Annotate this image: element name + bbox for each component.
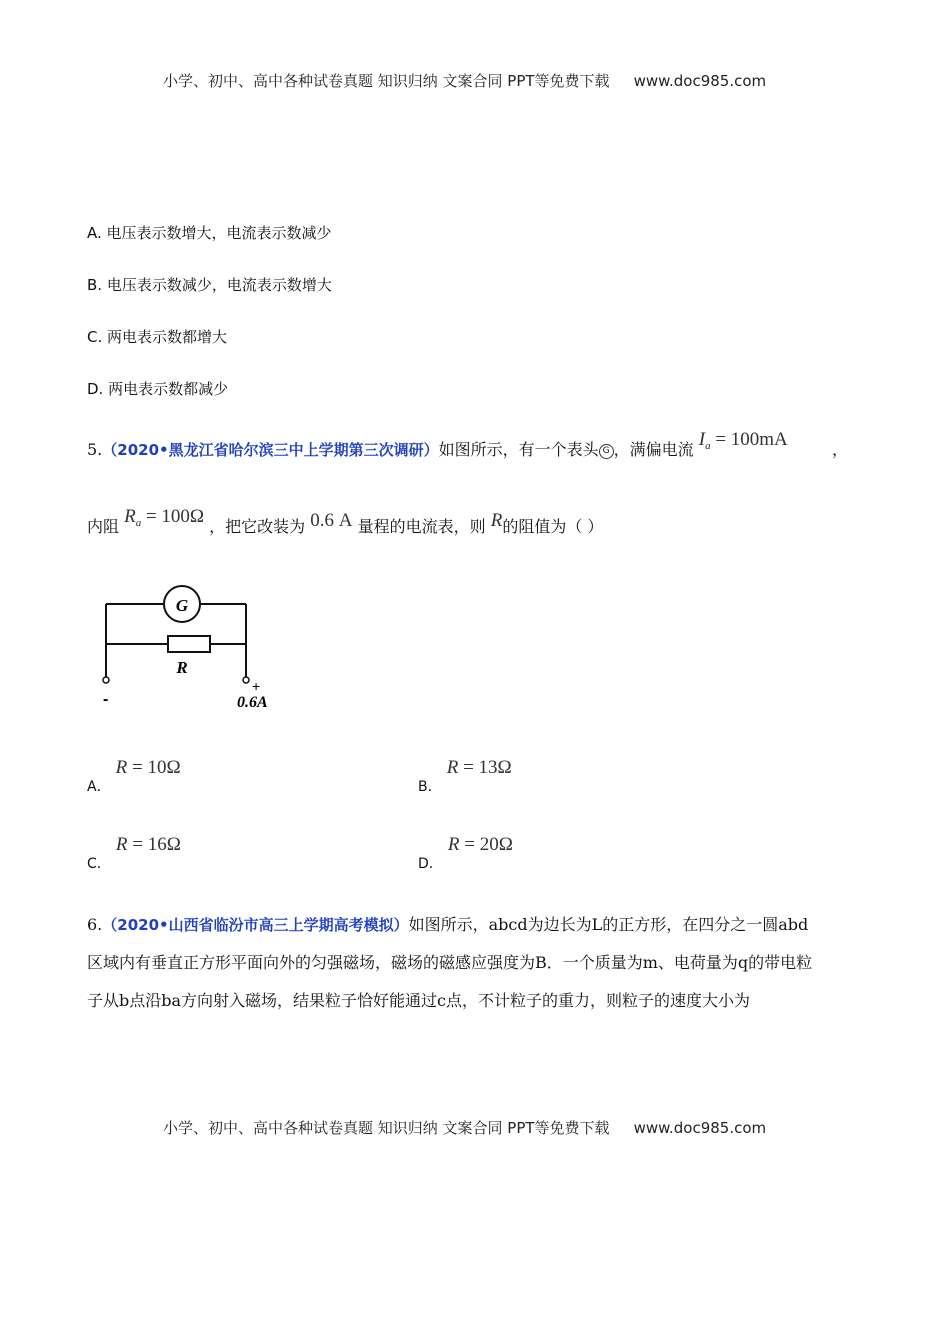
plus-label: + [252,678,261,694]
q5-line-2 [87,506,604,546]
q5-text: ，满偏电流 [613,440,694,459]
q5-line-1 [87,429,788,469]
ra-formula: $R_a = 100\Omega$ [124,506,205,529]
q4-option-b: B. 电压表示数减少，电流表示数增大 [87,276,332,294]
q5-source: （2020•黑龙江省哈尔滨三中上学期第三次调研） [102,441,439,459]
q5-option-c [87,834,181,872]
footer-site-link[interactable]: www.doc985.com [633,1119,767,1137]
q6-number: 6. [87,915,103,934]
q5-option-a [87,757,181,795]
q5-text: 的阻值为（ ） [502,517,604,536]
q6-line-2: 区域内有垂直正方形平面向外的匀强磁场，磁场的磁感应强度为B．一个质量为m、电荷量为q的带电粒 [87,953,813,972]
header-site-link[interactable]: www.doc985.com [633,72,767,90]
terminal-plus [243,677,249,683]
q4-option-a: A. 电压表示数增大，电流表示数减少 [87,224,332,242]
circuit-diagram [95,583,295,713]
q5-text: 内阻 [87,517,120,536]
q6-line-3: 子从b点沿ba方向射入磁场，结果粒子恰好能通过c点，不计粒子的重力，则粒子的速度大小为 [87,991,750,1010]
galvanometer-icon: G [599,444,614,459]
option-formula: R = 10Ω [115,757,181,778]
range-label: 0.6A [237,694,268,711]
q5-option-d [418,834,513,872]
terminal-minus [103,677,109,683]
q5-line-1-end: ， [832,440,849,459]
page-header [163,70,766,91]
q5-text: ，把它改装为 [209,517,306,536]
minus-label: - [103,691,109,708]
option-letter: D． [418,856,443,872]
header-text: 小学、初中、高中各种试卷真题 知识归纳 文案合同 PPT等免费下载 [163,72,610,90]
resistor [168,636,210,652]
option-formula: R = 16Ω [115,834,181,855]
range-formula: 0.6 A [310,510,353,531]
galvanometer-label: G [175,596,189,615]
q5-option-b [418,757,512,795]
q5-number: 5. [87,440,103,459]
resistor-label: R [176,658,188,677]
option-formula: R = 13Ω [446,757,512,778]
page-footer [163,1117,766,1138]
option-letter: A． [87,779,111,795]
q5-text: 量程的电流表，则 [357,517,486,536]
r-variable: R [490,510,503,531]
option-formula: R = 20Ω [447,834,513,855]
q6-text: 如图所示，abcd为边长为L的正方形，在四分之一圆abd [408,915,809,934]
q6-source: （2020•山西省临汾市高三上学期高考模拟） [102,916,409,934]
q4-option-c: C. 两电表示数都增大 [87,328,228,346]
q5-text: 如图所示，有一个表头 [438,440,599,459]
q4-option-d: D. 两电表示数都减少 [87,380,229,398]
option-letter: C． [87,856,111,872]
footer-text: 小学、初中、高中各种试卷真题 知识归纳 文案合同 PPT等免费下载 [163,1119,610,1137]
q6-line-1 [87,912,808,938]
ia-formula: $I_a = 100mA$ [698,429,788,452]
option-letter: B． [418,779,442,795]
